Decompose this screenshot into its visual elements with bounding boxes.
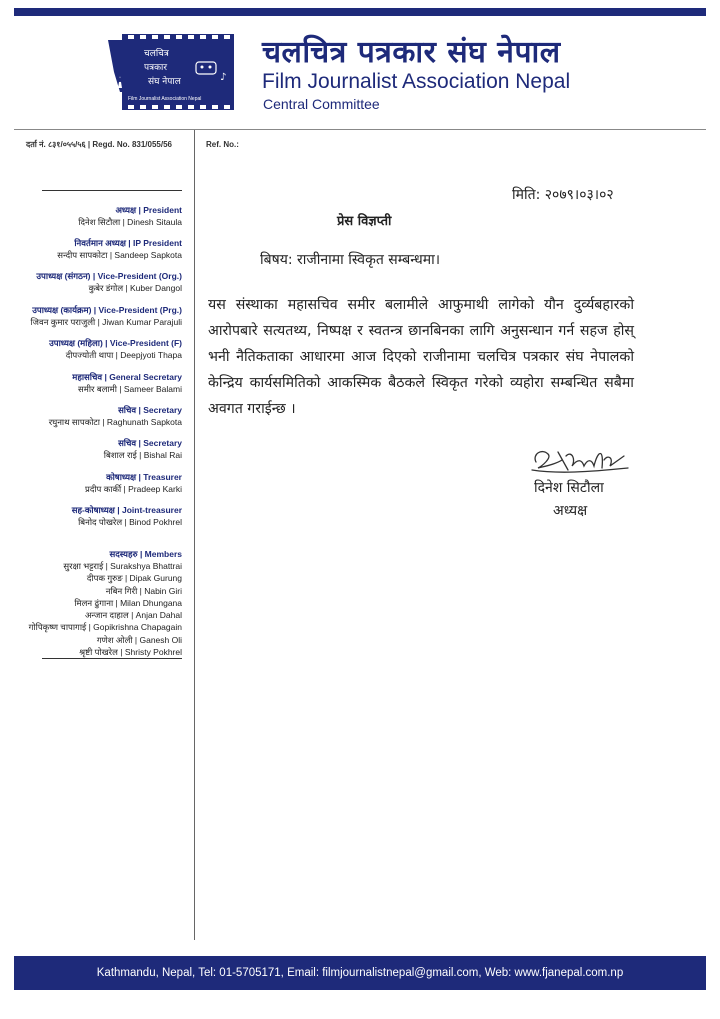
member-item: मिलन ढुंगाना | Milan Dhungana [74,597,182,608]
officer-role: उपाध्यक्ष (कार्यक्रम) | Vice-President (Prg.) [32,305,182,315]
sidebar-bottom-rule [42,658,182,659]
svg-text:चलचित्र: चलचित्र [144,49,169,59]
sidebar-divider [194,130,195,940]
officer-ip-president [57,237,182,261]
officer-general-secretary [72,371,182,395]
letter-title: प्रेस विज्ञप्ती [337,214,392,229]
officer-name: समीर बलामी | Sameer Balami [77,384,182,394]
officer-joint-treasurer [72,504,182,528]
committee-label: Central Committee [263,96,380,112]
org-name-english: Film Journalist Association Nepal [262,70,571,93]
officer-name: दीपज्योती थापा | Deepjyoti Thapa [65,350,182,360]
officer-vp-org [36,270,182,294]
officer-role: सचिव | Secretary [118,405,182,415]
officer-name: बिनोद पोखरेल | Binod Pokhrel [78,517,182,527]
association-logo [108,32,236,112]
members-section [29,548,182,658]
officer-role: महासचिव | General Secretary [72,372,182,382]
officer-name: रघुनाथ सापकोटा | Raghunath Sapkota [48,417,182,427]
top-bar [14,8,706,16]
member-item: गोपिकृष्ण चापागाई | Gopikrishna Chapagain [28,622,182,633]
members-heading: सदस्यहरु | Members [109,549,182,559]
officer-president [78,204,182,228]
signatory-role: अध्यक्ष [553,503,588,519]
svg-text:Film Journalist Association Ne: Film Journalist Association Nepal [128,96,202,102]
officer-role: कोषाध्यक्ष | Treasurer [106,472,182,482]
org-name-nepali: चलचित्र पत्रकार संघ नेपाल [262,35,561,70]
member-item: दीपक गुरुङ | Dipak Gurung [86,573,182,584]
officer-treasurer [85,471,182,495]
officer-role: निवर्तमान अध्यक्ष | IP President [74,238,182,248]
letter-subject: बिषय: राजीनामा स्विकृत सम्बन्धमा। [260,252,441,268]
officer-vp-prg [30,304,182,328]
officer-role: उपाध्यक्ष (संगठन) | Vice-President (Org.) [36,271,182,281]
svg-text:♪: ♪ [220,72,227,83]
member-item: गणेश ओली | Ganesh Oli [96,634,182,645]
officer-secretary-1 [49,404,182,428]
officer-role: सह-कोषाध्यक्ष | Joint-treasurer [71,505,182,515]
officer-secretary-2 [104,437,182,461]
sidebar-top-rule [42,190,182,191]
officer-name: जिवन कुमार पराजुली | Jiwan Kumar Parajuli [30,317,182,327]
registration-number: दर्ता नं. ८३१/०५५/५६ | Regd. No. 831/055/56 [26,140,172,149]
officer-vp-female [49,337,182,361]
officer-role: सचिव | Secretary [118,438,182,448]
letter-date: मिति: २०७९।०३।०२ [512,187,614,203]
officer-name: बिशाल राई | Bishal Rai [103,450,182,460]
signatory-name: दिनेश सिटौला [534,480,604,496]
member-item: अन्जान दाहाल | Anjan Dahal [84,610,182,621]
member-item: सुरक्षा भट्टराई | Surakshya Bhattrai [63,561,182,571]
member-item: श्रृष्टी पोखरेल | Shristy Pokhrel [79,647,182,658]
officer-name: दिनेश सिटौला | Dinesh Sitaula [78,217,182,227]
svg-text:संघ नेपाल: संघ नेपाल [148,77,181,87]
officer-name: प्रदीप कार्की | Pradeep Karki [85,484,182,494]
footer-contact: Kathmandu, Nepal, Tel: 01-5705171, Email: filmjournalistnepal@gmail.com, Web: www.fjanepal.com.np [14,956,706,990]
signature [528,440,632,480]
ref-number-label: Ref. No.: [206,140,239,149]
header-divider [14,129,706,130]
member-item: नबिन गिरी | Nabin Giri [105,585,182,596]
officer-name: कुबेर डंगोल | Kuber Dangol [88,283,182,293]
svg-text:पत्रकार: पत्रकार [144,63,168,73]
officer-role: उपाध्यक्ष (महिला) | Vice-President (F) [49,338,182,348]
officer-role: अध्यक्ष | President [115,205,182,215]
letter-body: यस संस्थाका महासचिव समीर बलामीले आफुमाथी लागेको यौन दुर्व्यबहारको आरोपबारे सत्यतथ्य, निष्पक्ष र स्वतन्त्र छानबिनका लागि अनुसन्धान गर्न सहज होस् भनी नैतिकताका आधारमा आज दिएको राजीनामा चलचित्र पत्रकार संघ नेपालको केन्द्रिय कार्यसमितिको आकस्मिक बैठकले स्विकृत गरेको व्यहोरा सम्बन्धित सबैमा अवगत गराईन्छ । [208,297,634,417]
officer-name: सन्दीप सापकोटा | Sandeep Sapkota [57,250,182,260]
